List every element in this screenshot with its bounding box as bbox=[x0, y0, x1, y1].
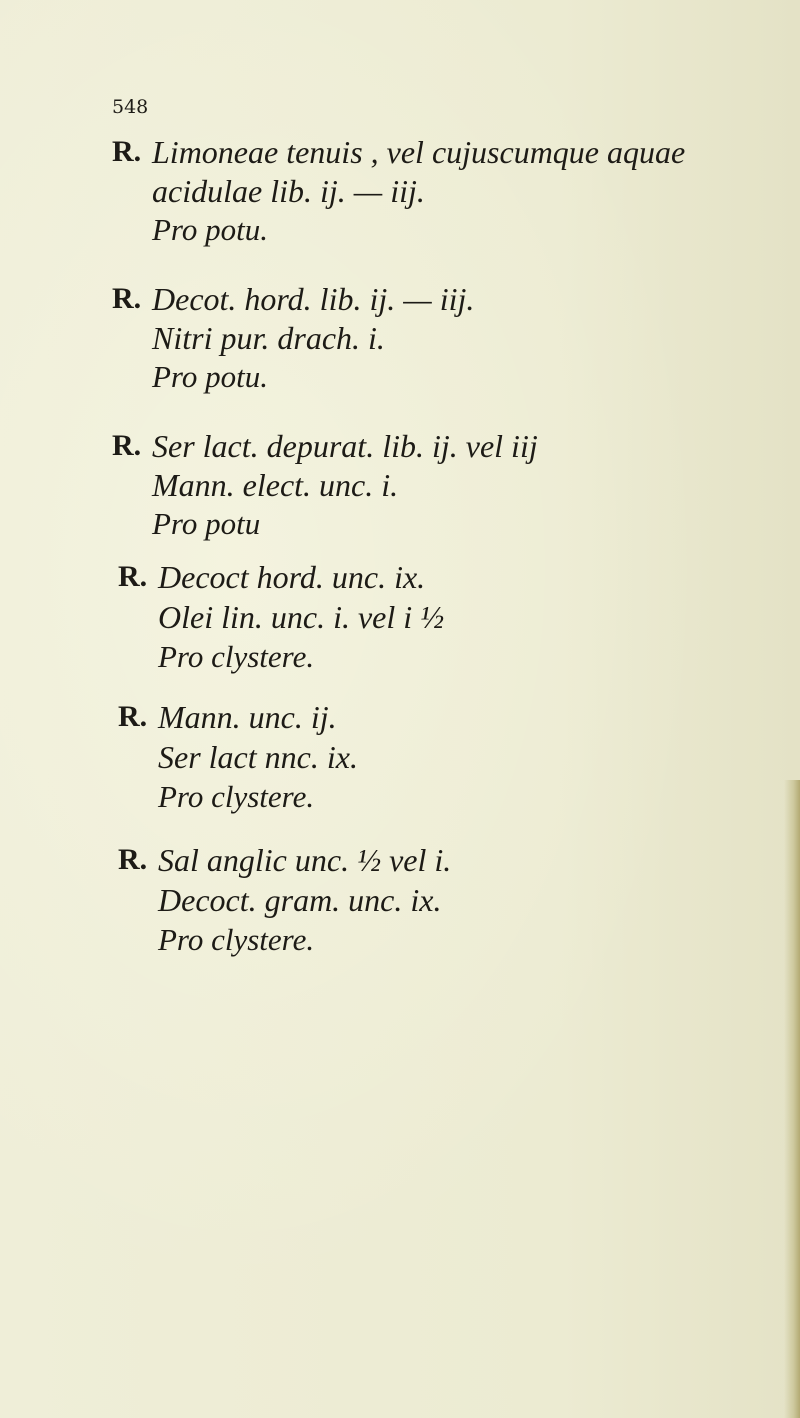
recipe-line: Decoct. gram. unc. ix. bbox=[158, 882, 442, 918]
recipe-purpose: Pro potu bbox=[152, 506, 261, 541]
recipe-line: Decot. hord. lib. ij. — iij. bbox=[152, 281, 475, 317]
recipe-line: Decoct hord. unc. ix. bbox=[158, 559, 426, 595]
recipe-symbol: R. bbox=[112, 282, 142, 315]
recipe-line: Nitri pur. drach. i. bbox=[152, 320, 385, 356]
recipe-line: Mann. elect. unc. i. bbox=[152, 467, 399, 503]
recipe-symbol: R. bbox=[118, 843, 148, 876]
page-number: 548 bbox=[112, 96, 149, 118]
recipe-line: Sal anglic unc. ½ vel i. bbox=[158, 842, 452, 878]
recipe-line: acidulae lib. ij. — iij. bbox=[152, 173, 425, 209]
recipe-symbol: R. bbox=[118, 700, 148, 733]
recipe-symbol: R. bbox=[112, 135, 142, 168]
recipe-purpose: Pro clystere. bbox=[158, 779, 315, 814]
recipe-line: Olei lin. unc. i. vel i ½ bbox=[158, 599, 445, 635]
recipe-purpose: Pro clystere. bbox=[158, 922, 315, 957]
recipe-purpose: Pro clystere. bbox=[158, 639, 315, 674]
recipe-purpose: Pro potu. bbox=[152, 212, 268, 247]
recipe-line: Ser lact nnc. ix. bbox=[158, 739, 358, 775]
recipe-line: Limoneae tenuis , vel cujuscumque aquae bbox=[152, 134, 686, 170]
page-edge bbox=[784, 780, 800, 1418]
recipe-line: Ser lact. depurat. lib. ij. vel iij bbox=[152, 428, 538, 464]
recipe-symbol: R. bbox=[118, 560, 148, 593]
recipe-purpose: Pro potu. bbox=[152, 359, 268, 394]
recipe-symbol: R. bbox=[112, 429, 142, 462]
recipe-line: Mann. unc. ij. bbox=[158, 699, 337, 735]
